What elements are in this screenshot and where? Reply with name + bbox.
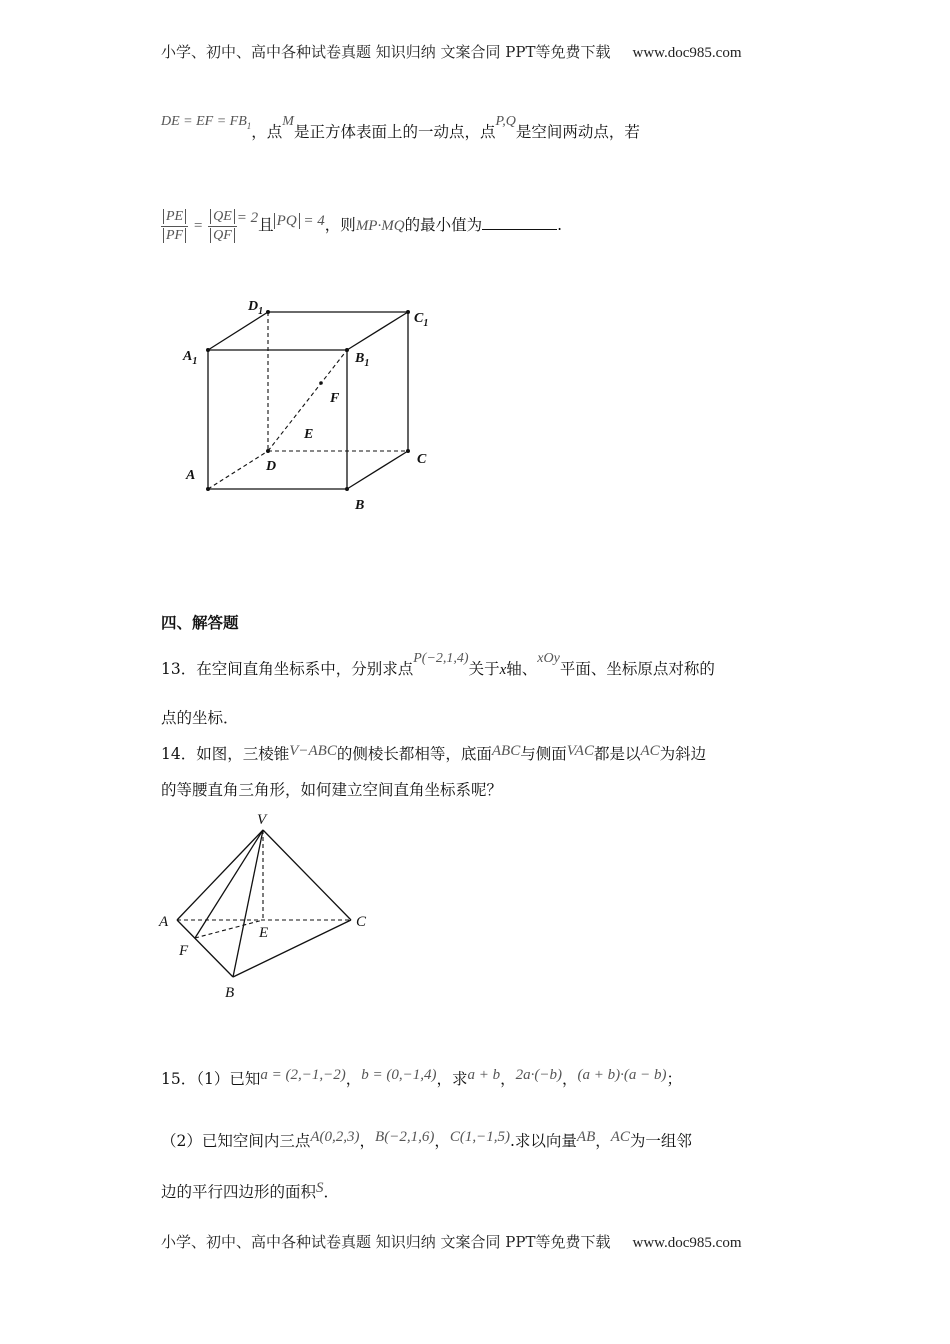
q15-expr-2a-dot-neg-b: 2a·(−b)	[515, 1067, 562, 1083]
q14-math-ac: AC	[640, 743, 660, 759]
q12-abs-pq: PQ = 4	[274, 213, 325, 229]
q13-line1	[161, 651, 715, 682]
q15-point-a: A(0,2,3)	[310, 1129, 360, 1145]
vertex-dot	[406, 449, 410, 453]
q14-line1	[161, 743, 706, 766]
header-site: www.doc985.com	[632, 45, 742, 61]
pyramid-edge-vf	[195, 830, 263, 938]
q12-text: 是空间两动点，若	[515, 123, 640, 141]
q15-area-s: S	[316, 1180, 324, 1196]
header-text: 小学、初中、高中各种试卷真题 知识归纳 文案合同 PPT等免费下载	[161, 43, 611, 61]
cube-edge	[347, 451, 408, 489]
q13-text: 平面、坐标原点对称的	[559, 660, 715, 678]
q12-math-m: M	[282, 114, 294, 129]
q14-text: 都是以	[593, 745, 641, 763]
q15-point-c: C(1,−1,5)	[449, 1129, 510, 1145]
q12-eq2: = 2	[236, 210, 259, 226]
q15-vector-a: a = (2,−1,−2)	[260, 1067, 346, 1083]
page-header	[161, 41, 742, 62]
q15-line3	[161, 1181, 339, 1204]
label-c: C	[356, 914, 367, 930]
q12-text: .	[557, 216, 563, 234]
label-a1: $A_1$	[183, 349, 198, 367]
vertex-dot	[345, 487, 349, 491]
cube-edge	[347, 312, 408, 350]
q15-text: ．	[323, 1183, 340, 1201]
q14-text: 14．如图，三棱锥	[161, 745, 290, 763]
q15-text: 15．（1）已知	[161, 1070, 261, 1088]
q15-vector-ab: AB	[576, 1129, 596, 1145]
label-a: A	[186, 468, 196, 483]
q15-expr-sum-dot-diff: (a + b)·(a − b)	[577, 1067, 667, 1083]
q14-math-vac: VAC	[566, 743, 594, 759]
cube-edge	[208, 312, 268, 350]
vertex-dot	[345, 348, 349, 352]
footer-text: 小学、初中、高中各种试卷真题 知识归纳 文案合同 PPT等免费下载	[161, 1233, 611, 1251]
label-f: F	[179, 943, 189, 959]
label-b: B	[225, 985, 235, 1001]
q15-vector-ac: AC	[610, 1129, 630, 1145]
q13-line2: 点的坐标．	[161, 709, 239, 727]
q15-text: ，	[434, 1132, 450, 1150]
vertex-dot	[266, 310, 270, 314]
q13-point-p: P(−2,1,4)	[413, 651, 469, 666]
pyramid-edge-bc	[233, 920, 351, 977]
q15-text: .求以向量	[509, 1132, 577, 1150]
label-b: B	[355, 498, 365, 513]
q12-text: 是正方体表面上的一动点，点	[293, 123, 496, 141]
q15-text: 边的平行四边形的面积	[161, 1183, 317, 1201]
label-v: V	[257, 812, 267, 828]
q15-text: ，	[595, 1132, 611, 1150]
label-f: F	[330, 391, 340, 406]
label-e: E	[304, 427, 314, 442]
q15-text: ，	[345, 1070, 362, 1088]
q15-text: ；	[666, 1070, 682, 1088]
q15-text: （2）已知空间内三点	[161, 1132, 311, 1150]
q12-text: 的最小值为	[404, 216, 483, 234]
q12-math-pq: P,Q	[495, 114, 516, 129]
q15-text: ，	[359, 1132, 376, 1150]
cube-hidden-edge	[208, 451, 268, 489]
q15-vector-b: b = (0,−1,4)	[361, 1067, 437, 1083]
vertex-dot	[206, 348, 210, 352]
q15-text: ，求	[436, 1070, 468, 1088]
pyramid-edge-vc	[263, 830, 351, 920]
q13-plane-xoy: xOy	[537, 651, 560, 666]
label-b1: $B_1$	[355, 351, 370, 369]
q14-text: 的侧棱长都相等，底面	[336, 745, 492, 763]
q14-math-vabc: V−ABC	[289, 743, 337, 759]
label-c: C	[417, 452, 427, 467]
vertex-dot	[266, 449, 270, 453]
label-e: E	[259, 925, 269, 941]
q12-math-de-ef: DE = EF = $FB_1$	[161, 114, 252, 131]
pyramid-edge-vb	[233, 830, 263, 977]
point-f-dot	[319, 381, 323, 385]
page-footer	[161, 1231, 742, 1252]
q14-math-abc: ABC	[491, 743, 521, 759]
section-title: 四、解答题	[161, 613, 239, 632]
q14-text: 与侧面	[520, 745, 567, 763]
q12-line2	[161, 203, 562, 248]
q13-text: 13．在空间直角坐标系中，分别求点	[161, 660, 414, 678]
q12-line1	[161, 114, 640, 145]
pyramid-edge-va	[177, 830, 263, 920]
q14-line2: 的等腰直角三角形，如何建立空间直角坐标系呢？	[161, 781, 503, 799]
q12-expr-mp-mq: MP·MQ	[355, 218, 405, 234]
label-d1: $D_1$	[248, 299, 264, 317]
q15-expr-a-plus-b: a + b	[467, 1067, 501, 1083]
pyramid-figure	[155, 810, 385, 1005]
q12-text: 且	[258, 216, 274, 234]
cube-figure	[170, 290, 450, 520]
q15-text: 为一组邻	[629, 1132, 692, 1150]
vertex-dot	[406, 310, 410, 314]
q13-text: 关于	[468, 660, 500, 678]
q13-text: 轴、	[506, 660, 538, 678]
q15-text: ，	[500, 1070, 516, 1088]
answer-blank	[482, 215, 557, 230]
q15-text: ，	[561, 1070, 578, 1088]
q12-fraction-qe-qf: $\frac{QE}{QF}$	[208, 208, 237, 245]
q15-point-b: B(−2,1,6)	[375, 1129, 435, 1145]
q14-text: 为斜边	[659, 745, 707, 763]
label-a: A	[159, 914, 169, 930]
vertex-dot	[206, 487, 210, 491]
q15-line2	[161, 1130, 692, 1153]
q12-fraction-pe-pf: $\frac{PE}{PF}$	[161, 208, 188, 245]
label-d: D	[266, 459, 277, 474]
q15-line1	[161, 1068, 682, 1091]
label-c1: $C_1$	[414, 311, 429, 329]
footer-site: www.doc985.com	[632, 1235, 742, 1251]
q12-text: ，则	[324, 216, 356, 234]
q12-text: ，点	[251, 123, 283, 141]
q12-eq: =	[193, 218, 204, 234]
q13-x: x	[499, 662, 507, 678]
